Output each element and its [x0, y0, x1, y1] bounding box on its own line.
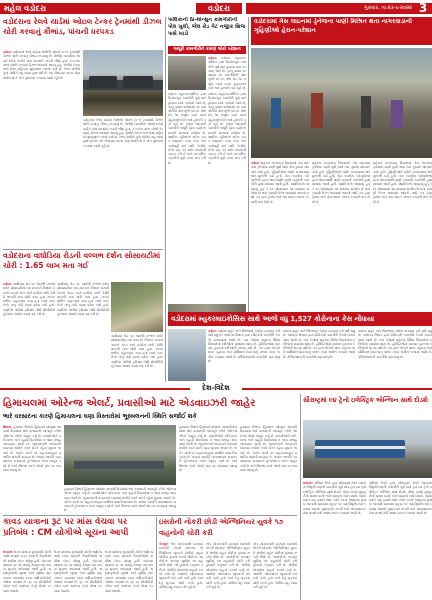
subheadline-himachal: ભારે વરસાદના કારણે હિમાચલના ઘણા વિસ્તારોમાં ભૂસ્ખલનની સ્થિતિ સર્જાઈ શકે [3, 413, 197, 420]
section-center-label: વડોદરા [196, 3, 242, 14]
body-saurashtra-b-text: પશ્ચિમ રેલવે દ્વારા સૌરાષ્ટ્રમાં રેલવે લાઇનના વિદ્યુતીકરણની કામગીરી પૂર્ણ થતાં હવે ૯૪ ટ્રેનો ઇલેક્ટ્રિક એન્જિન સાથે દોડશે. જેના કારણે મુસાફરીનો સમય ઘટશે અને ઇંધણનો ખર્ચ બચશે. પર્યાવરણને પણ ફાયદો થશે. રેલવે તંત્રના જણાવ્યા મુજબ આગામી સમયમાં વધુ રૂટ પર પણ વિદ્યુતીકરણ કરવામાં આવશે. મુસાફરોને ઝડપી અને આરામદાયક સેવા મળશે તેવી આશા વ્યક્ત કરવામાં આવી છે. [369, 481, 432, 516]
body-corona-b [283, 329, 355, 381]
body-saurashtra-a [303, 481, 366, 598]
body-kanwar-b-text: ઉત્તર પ્રદેશના મુખ્યમંત્રી યોગી આદિત્યનાથે કાવડ યાત્રાની તૈયારીઓની સમીક્ષા બેઠક યોજી હતી. બેઠકમાં યાત્રાના રૂટ પર માંસનું વેચાણ બંધ રાખવા સૂચના આપવામાં આવી હતી. શ્રદ્ધાળુઓની સુરક્ષા અને સુવિધા માટે વ્યાપક વ્યવસ્થા કરવા અધિકારીઓને આદેશ અપાયો છે. રૂટ પર સીસીટીવી કેમેરા અને આરોગ્ય કેન્દ્રો ઊભા કરવામાં આવશે. [54, 550, 102, 593]
body-society-right-text: વાઘોડિયા રોડ પર આવેલી વલ્લભ દર્શન સોસાયટીમાં બંધ મકાનને નિશાન બનાવી તસ્કરો રોકડ અને દાગીના મળી 1.65 લાખની મતા ચોરી ગયા હતા. મકાન માલિક બહારગામ ગયા હતા ત્યારે તસ્કરોએ તાળું તોડી ઘરમાં પ્રવેશ કર્યો હતો. પાણીગેટ પોલીસે ફરિયાદ નોંધી સીસીટીવી ફૂટેજના આધારે તપાસ શરૂ કરી છે. [111, 334, 163, 369]
rule-col1 [165, 17, 166, 382]
body-drainage-c-text: વડોદરા મહાનગરપાલિકા દ્વારા પ્રિ-મોન્સુન કામગીરી પૂર્ણ થઈ હોવાના દાવા કરવામાં આવે છે, પરંતુ પ્રથમ વરસાદમાં જ કામગીરીની પોલ ખુલી ગઈ છે. જેલ રોડ ગેટ નજીક ખાડો પડતાં વાહનચાલકોને ભારે હાલાકી પડી રહી છે. ડ્રેનેજ લાઇનની કામગીરી અધૂરી રહેતા પાણી ભરાવાની સમસ્યા સર્જાય છે. સ્થાનિક રહીશોએ અનેક વખત રજૂઆત કરવા છતાં કોઈ કાર્યવાહી થઈ નથી. કોર્પોરેટરોએ પણ તંત્ર સામે નારાજગી વ્યક્ત કરી છે અને તાત્કાલિક કામગીરી પૂર્ણ કરવા માંગ કરી છે. [208, 92, 246, 165]
photo-society [111, 282, 163, 332]
rule-col-engineer [156, 517, 157, 600]
photo-himachal [64, 425, 176, 485]
body-gas-c-text: શહેરના નાગરવાડા વિસ્તારમાં ગેસ લાઇનમાં ડ્રેનેજના પાણી ઘૂસી જતાં ગેસ પુરવઠો ખોરવાઈ ગયો હતો. ગૃહિણીઓને રસોઈ બનાવવામાં ભારે મુશ્કેલી પડી હતી. ગેસ કંપનીના કર્મચારીઓ દ્વારા લાઇનમાંથી પાણી કાઢવાની કામગીરી હાથ ધરવામાં આવી હતી. સ્થાનિકોએ જણાવ્યું હતું કે દર ચોમાસામાં આ સમસ્યા સર્જાય છે છતાં કાયમી ઉકેલ લાવવામાં આવતો નથી. તંત્ર દ્વારા ડ્રેનેજ અને ગેસ લાઇન અલગ કરવાની માંગ ઉઠી છે. [373, 161, 432, 204]
national-band-label: દેશ-વિદેશ [202, 384, 230, 392]
body-drainage-b-text: વડોદરા મહાનગરપાલિકા દ્વારા પ્રિ-મોન્સુન કામગીરી પૂર્ણ થઈ હોવાના દાવા કરવામાં આવે છે, પરંતુ પ્રથમ વરસાદમાં જ કામગીરીની પોલ ખુલી ગઈ છે. જેલ રોડ ગેટ નજીક ખાડો પડતાં વાહનચાલકોને ભારે હાલાકી પડી રહી છે. ડ્રેનેજ લાઇનની કામગીરી અધૂરી રહેતા પાણી ભરાવાની સમસ્યા સર્જાય છે. સ્થાનિક રહીશોએ અનેક વખત રજૂઆત કરવા છતાં કોઈ કાર્યવાહી થઈ નથી. કોર્પોરેટરોએ પણ તંત્ર સામે નારાજગી વ્યક્ત કરી છે અને તાત્કાલિક કામગીરી પૂર્ણ કરવા માંગ કરી છે. [168, 92, 206, 165]
photo-drainage [168, 56, 206, 90]
section-left-label: મહેલ વડોદરા [4, 4, 47, 13]
rule-band-right [242, 388, 432, 390]
body-himachal-d-text: હવામાન વિભાગે હિમાચલ પ્રદેશમાં આગામી દિવસોમાં ભારે વરસાદની આગાહી કરીને ઓરેન્જ એલર્ટ જાહેર કર્યું છે. પ્રવાસીઓને નદી-નાળા અને પહાડી વિસ્તારોમાં ન જવા સલાહ આપવામાં આવી છે. ભૂસ્ખલનની શક્યતાને ધ્યાનમાં રાખીને તંત્રને સતર્ક રહેવા સૂચના અપાઈ છે. અનેક માર્ગો પર વાહનવ્યવહાર પ્રભાવિત થવાની શક્યતા છે. રાજ્ય આપત્તિ વ્યવસ્થાપન સત્તામંડળે હેલ્પલાઇન નંબર જાહેર કર્યા છે અને જિલ્લા તંત્રને એલર્ટ મોડ પર રાખવામાં આવ્યું છે. [240, 425, 297, 472]
body-tanker [3, 50, 80, 248]
body-saurashtra-b [369, 481, 432, 598]
headline-kanwar: કાવડ યાત્રાના રૂટ પર માંસ વેચવા પર પ્રતિબંધ : CM યોગીએ સૂચના આપી [3, 517, 129, 538]
body-corona-a [208, 329, 280, 381]
photo-gas [251, 48, 432, 158]
body-gas-b-text: શહેરના નાગરવાડા વિસ્તારમાં ગેસ લાઇનમાં ડ્રેનેજના પાણી ઘૂસી જતાં ગેસ પુરવઠો ખોરવાઈ ગયો હતો. ગૃહિણીઓને રસોઈ બનાવવામાં ભારે મુશ્કેલી પડી હતી. ગેસ કંપનીના કર્મચારીઓ દ્વારા લાઇનમાંથી પાણી કાઢવાની કામગીરી હાથ ધરવામાં આવી હતી. સ્થાનિકોએ જણાવ્યું હતું કે દર ચોમાસામાં આ સમસ્યા સર્જાય છે છતાં કાયમી ઉકેલ લાવવામાં આવતો નથી. તંત્ર દ્વારા ડ્રેનેજ અને ગેસ લાઇન અલગ કરવાની માંગ ઉઠી છે. [312, 161, 370, 204]
body-society-right [111, 334, 163, 380]
dateline-drainage: વડોદરા [208, 56, 217, 60]
photo-corona [168, 329, 206, 381]
body-engineer-b-text: એક ચોંકાવનારી ઘટનામાં ઇસરોની નોકરી છોડનાર એન્જિનિયર યુવકને પોલીસે વાહન ચોરીના ગુનામાં ઝડપી લીધો છે. આરોપીએ અત્યાર સુધીમાં ૧૭ વાહનોની ચોરી કરી હોવાની કબૂલાત કરી છે. પોલીસે ચોરાયેલા વાહનો કબજે કર્યા છે. આરોપી ઓનલાઇન જુગારની લતે ચડી ગયો હતો અને દેવું ચૂકવવા ચોરી કરતો હતો. પોલીસ વધુ તપાસ કરી રહી છે. [206, 542, 250, 589]
body-engineer-c-text: એક ચોંકાવનારી ઘટનામાં ઇસરોની નોકરી છોડનાર એન્જિનિયર યુવકને પોલીસે વાહન ચોરીના ગુનામાં ઝડપી લીધો છે. આરોપીએ અત્યાર સુધીમાં ૧૭ વાહનોની ચોરી કરી હોવાની કબૂલાત કરી છે. પોલીસે ચોરાયેલા વાહનો કબજે કર્યા છે. આરોપી ઓનલાઇન જુગારની લતે ચડી ગયો હતો અને દેવું ચૂકવવા ચોરી કરતો હતો. પોલીસ વધુ તપાસ કરી રહી છે. [253, 542, 297, 589]
body-corona-b-text: વડોદરા શહેર અને જિલ્લામાં કોરોના સંક્રમણ ફરી વધી રહ્યું છે. આરોગ્ય વિભાગ દ્વારા ટેસ્ટિંગની કામગીરી ઝડપી બનાવવામાં આવી છે. નવા કેસોમાં શહેરના વિવિધ વિસ્તારોના દર્દીઓનો સમાવેશ થાય છે. હોસ્પિટલોમાં સારવાર હેઠળના દર્દીઓની સંખ્યા વધી છે. તંત્ર દ્વારા લોકોને માસ્ક પહેરવા અને સોશિયલ ડિસ્ટન્સનું પાલન કરવા અપીલ કરવામાં આવી છે. વેક્સિનેશનની કામગીરી પણ ચાલુ છે. [283, 329, 355, 359]
headline-gas: વડોદરામાં ગેસ લાઇનમાં ડ્રેનેજના પાણી મિશ્રિત થતા નાગરવાડાની ગૃહિણીઓ હેરાન-પરેશાન [254, 18, 412, 34]
dateline-tanker: વડોદરા [3, 50, 12, 54]
body-kanwar-a-text: ઉત્તર પ્રદેશના મુખ્યમંત્રી યોગી આદિત્યનાથે કાવડ યાત્રાની તૈયારીઓની સમીક્ષા બેઠક યોજી હતી. બેઠકમાં યાત્રાના રૂટ પર માંસનું વેચાણ બંધ રાખવા સૂચના આપવામાં આવી હતી. શ્રદ્ધાળુઓની સુરક્ષા અને સુવિધા માટે વ્યાપક વ્યવસ્થા કરવા અધિકારીઓને આદેશ અપાયો છે. રૂટ પર સીસીટીવી કેમેરા અને આરોગ્ય કેન્દ્રો ઊભા કરવામાં આવશે. [3, 550, 51, 593]
body-gas-a [251, 161, 309, 309]
subheadline-drainage: અધૂરી કામગીરીને કારણે લોકો પરેશાન [168, 46, 246, 54]
rule-band-left [0, 388, 190, 390]
body-kanwar-a [3, 550, 51, 598]
headline-tanker: વડોદરાના રેલવે યાર્ડમાં ઓઇલ ટેન્કર ટ્રેનમાંથી ડીઝલ ચોરી કરવાનું કૌભાંડ, પાંચની ધરપકડ [3, 17, 162, 36]
headline-saurashtra: સૌરાષ્ટ્રમાં ૯૪ ટ્રેનો ઇલેક્ટ્રિક એન્જિન સાથે દોડશે [303, 396, 428, 404]
body-drainage-b [168, 92, 206, 302]
body-gas-b [312, 161, 370, 309]
body-corona-a-text: વડોદરા શહેર અને જિલ્લામાં કોરોના સંક્રમણ ફરી વધી રહ્યું છે. આરોગ્ય વિભાગ દ્વારા ટેસ્ટિંગની કામગીરી ઝડપી બનાવવામાં આવી છે. નવા કેસોમાં શહેરના વિવિધ વિસ્તારોના દર્દીઓનો સમાવેશ થાય છે. હોસ્પિટલોમાં સારવાર હેઠળના દર્દીઓની સંખ્યા વધી છે. તંત્ર દ્વારા લોકોને માસ્ક પહેરવા અને સોશિયલ ડિસ્ટન્સનું પાલન કરવા અપીલ કરવામાં આવી છે. વેક્સિનેશનની કામગીરી પણ ચાલુ છે. [208, 329, 280, 364]
photo-train [303, 420, 432, 478]
body-engineer-a [159, 542, 203, 598]
body-saurashtra-a-text: પશ્ચિમ રેલવે દ્વારા સૌરાષ્ટ્રમાં રેલવે લાઇનના વિદ્યુતીકરણની કામગીરી પૂર્ણ થતાં હવે ૯૪ ટ્રેનો ઇલેક્ટ્રિક એન્જિન સાથે દોડશે. જેના કારણે મુસાફરીનો સમય ઘટશે અને ઇંધણનો ખર્ચ બચશે. પર્યાવરણને પણ ફાયદો થશે. રેલવે તંત્રના જણાવ્યા મુજબ આગામી સમયમાં વધુ રૂટ પર પણ વિદ્યુતીકરણ કરવામાં આવશે. મુસાફરોને ઝડપી અને આરામદાયક સેવા મળશે તેવી આશા વ્યક્ત કરવામાં આવી છે. [303, 481, 366, 516]
dateline-corona: વડોદરા [208, 329, 217, 333]
body-tanker-right-text: વડોદરાના રેલવે યાર્ડમાં ઊભેલી ઓઇલ ટેન્કર ટ્રેનમાંથી ડીઝલ ચોરી કરવાનું કૌભાંડ ઝડપાયું છે. પોલીસે બાતમીના આધારે દરોડો પાડીને પાંચ શખ્સોને ઝડપી લીધા હતા. ટેન્કરના વાલ્વ ખોલી કેરબામાં ડીઝલ ભરવામાં આવતું હતું. પોલીસે કેરબા અને રિક્ષા સહિતનો મુદ્દામાલ કબજે કર્યો છે. રેલવે પોલીસે ગુનો નોંધીને વધુ તપાસ હાથ ધરી છે. આ કૌભાંડમાં અન્ય કોણ સામેલ છે તે અંગે પૂછપરછ કરવામાં આવી રહી છે. [83, 118, 163, 148]
body-society-text: વાઘોડિયા રોડ પર આવેલી વલ્લભ દર્શન સોસાયટીમાં બંધ મકાનને નિશાન બનાવી તસ્કરો રોકડ અને દાગીના મળી 1.65 લાખની મતા ચોરી ગયા હતા. મકાન માલિક બહારગામ ગયા હતા ત્યારે તસ્કરોએ તાળું તોડી ઘરમાં પ્રવેશ કર્યો હતો. પાણીગેટ પોલીસે ફરિયાદ નોંધી સીસીટીવી ફૂટેજના આધારે તપાસ શરૂ કરી છે. [3, 282, 55, 317]
body-himachal-b-text: હવામાન વિભાગે હિમાચલ પ્રદેશમાં આગામી દિવસોમાં ભારે વરસાદની આગાહી કરીને ઓરેન્જ એલર્ટ જાહેર કર્યું છે. પ્રવાસીઓને નદી-નાળા અને પહાડી વિસ્તારોમાં ન જવા સલાહ આપવામાં આવી છે. ભૂસ્ખલનની શક્યતાને ધ્યાનમાં રાખીને તંત્રને સતર્ક રહેવા સૂચના અપાઈ છે. અનેક માર્ગો પર વાહનવ્યવહાર પ્રભાવિત થવાની શક્યતા છે. રાજ્ય આપત્તિ વ્યવસ્થાપન સત્તામંડળે હેલ્પલાઇન નંબર જાહેર કર્યા છે અને જિલ્લા તંત્રને એલર્ટ મોડ પર રાખવામાં આવ્યું છે. [64, 487, 176, 513]
dateline-saurashtra: રાજકોટ [303, 481, 314, 485]
rule-col-saurashtra [300, 394, 301, 600]
body-himachal-b [64, 487, 176, 513]
body-gas-c [373, 161, 432, 309]
page-number: 3 [418, 1, 428, 15]
body-himachal-c-text: હવામાન વિભાગે હિમાચલ પ્રદેશમાં આગામી દિવસોમાં ભારે વરસાદની આગાહી કરીને ઓરેન્જ એલર્ટ જાહેર કર્યું છે. પ્રવાસીઓને નદી-નાળા અને પહાડી વિસ્તારોમાં ન જવા સલાહ આપવામાં આવી છે. ભૂસ્ખલનની શક્યતાને ધ્યાનમાં રાખીને તંત્રને સતર્ક રહેવા સૂચના અપાઈ છે. અનેક માર્ગો પર વાહનવ્યવહાર પ્રભાવિત થવાની શક્યતા છે. રાજ્ય આપત્તિ વ્યવસ્થાપન સત્તામંડળે હેલ્પલાઇન નંબર જાહેર કર્યા છે અને જિલ્લા તંત્રને એલર્ટ મોડ પર રાખવામાં આવ્યું છે. [179, 425, 237, 472]
headline-corona: વડોદરામાં મ્યુકરમાઇકોસિસ સાથે આજે વધુ 1,527 કોરોનાના કેસ નોંધાયા [171, 315, 375, 323]
body-society-mid [57, 282, 109, 380]
body-himachal-c [179, 425, 237, 513]
body-himachal-a-text: હવામાન વિભાગે હિમાચલ પ્રદેશમાં આગામી દિવસોમાં ભારે વરસાદની આગાહી કરીને ઓરેન્જ એલર્ટ જાહેર કર્યું છે. પ્રવાસીઓને નદી-નાળા અને પહાડી વિસ્તારોમાં ન જવા સલાહ આપવામાં આવી છે. ભૂસ્ખલનની શક્યતાને ધ્યાનમાં રાખીને તંત્રને સતર્ક રહેવા સૂચના અપાઈ છે. અનેક માર્ગો પર વાહનવ્યવહાર પ્રભાવિત થવાની શક્યતા છે. રાજ્ય આપત્તિ વ્યવસ્થાપન સત્તામંડળે હેલ્પલાઇન નંબર જાહેર કર્યા છે અને જિલ્લા તંત્રને એલર્ટ મોડ પર રાખવામાં આવ્યું છે. [3, 425, 61, 472]
rule-col2 [248, 17, 249, 327]
body-himachal-a [3, 425, 61, 513]
body-gas-a-text: શહેરના નાગરવાડા વિસ્તારમાં ગેસ લાઇનમાં ડ્રેનેજના પાણી ઘૂસી જતાં ગેસ પુરવઠો ખોરવાઈ ગયો હતો. ગૃહિણીઓને રસોઈ બનાવવામાં ભારે મુશ્કેલી પડી હતી. ગેસ કંપનીના કર્મચારીઓ દ્વારા લાઇનમાંથી પાણી કાઢવાની કામગીરી હાથ ધરવામાં આવી હતી. સ્થાનિકોએ જણાવ્યું હતું કે દર ચોમાસામાં આ સમસ્યા સર્જાય છે છતાં કાયમી ઉકેલ લાવવામાં આવતો નથી. તંત્ર દ્વારા ડ્રેનેજ અને ગેસ લાઇન અલગ કરવાની માંગ ઉઠી છે. [251, 161, 309, 204]
body-engineer-c [253, 542, 297, 598]
dateline-engineer: બેંગલુરુ [159, 542, 169, 546]
body-drainage-c [208, 92, 246, 302]
body-kanwar-c [105, 550, 153, 598]
headline-engineer: ઇસરોની નોકરી છોડી એન્જિનિયર યુવકે ૧૭ વાહનોની ચોરી કરી [159, 518, 284, 537]
body-society-mid-text: વાઘોડિયા રોડ પર આવેલી વલ્લભ દર્શન સોસાયટીમાં બંધ મકાનને નિશાન બનાવી તસ્કરો રોકડ અને દાગીના મળી 1.65 લાખની મતા ચોરી ગયા હતા. મકાન માલિક બહારગામ ગયા હતા ત્યારે તસ્કરોએ તાળું તોડી ઘરમાં પ્રવેશ કર્યો હતો. પાણીગેટ પોલીસે ફરિયાદ નોંધી સીસીટીવી ફૂટેજના આધારે તપાસ શરૂ કરી છે. [57, 282, 109, 317]
rule-bottom [3, 515, 297, 516]
headline-himachal: હિમાચલમાં ઓરેન્જ એલર્ટ, પ્રવાસીઓ માટે એડવાઇઝરી જાહેર [3, 398, 256, 409]
photo-tanker-train [83, 50, 163, 116]
headline-society: વડોદરાના વાઘોડિયા રોડની વલ્લભ દર્શન સોસાયટીમાં ચોરી : 1.65 લાખ મતા ગઈ [3, 251, 161, 270]
body-drainage-a [208, 56, 246, 90]
rule-top-left [3, 249, 163, 250]
body-society-left [3, 282, 55, 380]
body-himachal-d [240, 425, 297, 513]
masthead [0, 0, 432, 16]
body-corona-c [358, 329, 432, 381]
dateline-gas: વડોદરા [251, 161, 260, 165]
dateline-society: વડોદરા [3, 282, 12, 286]
headline-drainage: પાલિકાની પ્રિ-મોન્સુન કામગીરીની પોલ ખુલી, જેલ રોડ ગેટ નજીક બ્રિજ પાસે ખાડો [168, 17, 246, 37]
body-engineer-b [206, 542, 250, 598]
body-tanker-right [83, 118, 163, 248]
date-label: ગુરુવાર, તા.૨૩-૬-૨૦૨૨ [363, 5, 412, 11]
dateline-himachal: શિમલા [3, 425, 12, 429]
body-kanwar-c-text: ઉત્તર પ્રદેશના મુખ્યમંત્રી યોગી આદિત્યનાથે કાવડ યાત્રાની તૈયારીઓની સમીક્ષા બેઠક યોજી હતી. બેઠકમાં યાત્રાના રૂટ પર માંસનું વેચાણ બંધ રાખવા સૂચના આપવામાં આવી હતી. શ્રદ્ધાળુઓની સુરક્ષા અને સુવિધા માટે વ્યાપક વ્યવસ્થા કરવા અધિકારીઓને આદેશ અપાયો છે. રૂટ પર સીસીટીવી કેમેરા અને આરોગ્ય કેન્દ્રો ઊભા કરવામાં આવશે. [105, 550, 153, 593]
body-kanwar-b [54, 550, 102, 598]
body-corona-c-text: વડોદરા શહેર અને જિલ્લામાં કોરોના સંક્રમણ ફરી વધી રહ્યું છે. આરોગ્ય વિભાગ દ્વારા ટેસ્ટિંગની કામગીરી ઝડપી બનાવવામાં આવી છે. નવા કેસોમાં શહેરના વિવિધ વિસ્તારોના દર્દીઓનો સમાવેશ થાય છે. હોસ્પિટલોમાં સારવાર હેઠળના દર્દીઓની સંખ્યા વધી છે. તંત્ર દ્વારા લોકોને માસ્ક પહેરવા અને સોશિયલ ડિસ્ટન્સનું પાલન કરવા અપીલ કરવામાં આવી છે. વેક્સિનેશનની કામગીરી પણ ચાલુ છે. [358, 329, 432, 359]
body-tanker-text: વડોદરાના રેલવે યાર્ડમાં ઊભેલી ઓઇલ ટેન્કર ટ્રેનમાંથી ડીઝલ ચોરી કરવાનું કૌભાંડ ઝડપાયું છે. પોલીસે બાતમીના આધારે દરોડો પાડીને પાંચ શખ્સોને ઝડપી લીધા હતા. ટેન્કરના વાલ્વ ખોલી કેરબામાં ડીઝલ ભરવામાં આવતું હતું. પોલીસે કેરબા અને રિક્ષા સહિતનો મુદ્દામાલ કબજે કર્યો છે. રેલવે પોલીસે ગુનો નોંધીને વધુ તપાસ હાથ ધરી છે. આ કૌભાંડમાં અન્ય કોણ સામેલ છે તે અંગે પૂછપરછ કરવામાં આવી રહી છે. [3, 50, 80, 80]
dateline-kanwar: લખનઉ [3, 550, 13, 554]
body-drainage-a-text: વડોદરા મહાનગરપાલિકા દ્વારા પ્રિ-મોન્સુન કામગીરી પૂર્ણ થઈ હોવાના દાવા કરવામાં આવે છે, પરંતુ પ્રથમ વરસાદમાં જ કામગીરીની પોલ ખુલી ગઈ છે. જેલ રોડ ગેટ નજીક ખાડો પડતાં વાહનચાલકોને ભારે હાલાકી પડી રહી છે. [208, 56, 246, 90]
body-engineer-a-text: એક ચોંકાવનારી ઘટનામાં ઇસરોની નોકરી છોડનાર એન્જિનિયર યુવકને પોલીસે વાહન ચોરીના ગુનામાં ઝડપી લીધો છે. આરોપીએ અત્યાર સુધીમાં ૧૭ વાહનોની ચોરી કરી હોવાની કબૂલાત કરી છે. પોલીસે ચોરાયેલા વાહનો કબજે કર્યા છે. આરોપી ઓનલાઇન જુગારની લતે ચડી ગયો હતો અને દેવું ચૂકવવા ચોરી કરતો હતો. પોલીસ વધુ તપાસ કરી રહી છે. [159, 542, 203, 589]
